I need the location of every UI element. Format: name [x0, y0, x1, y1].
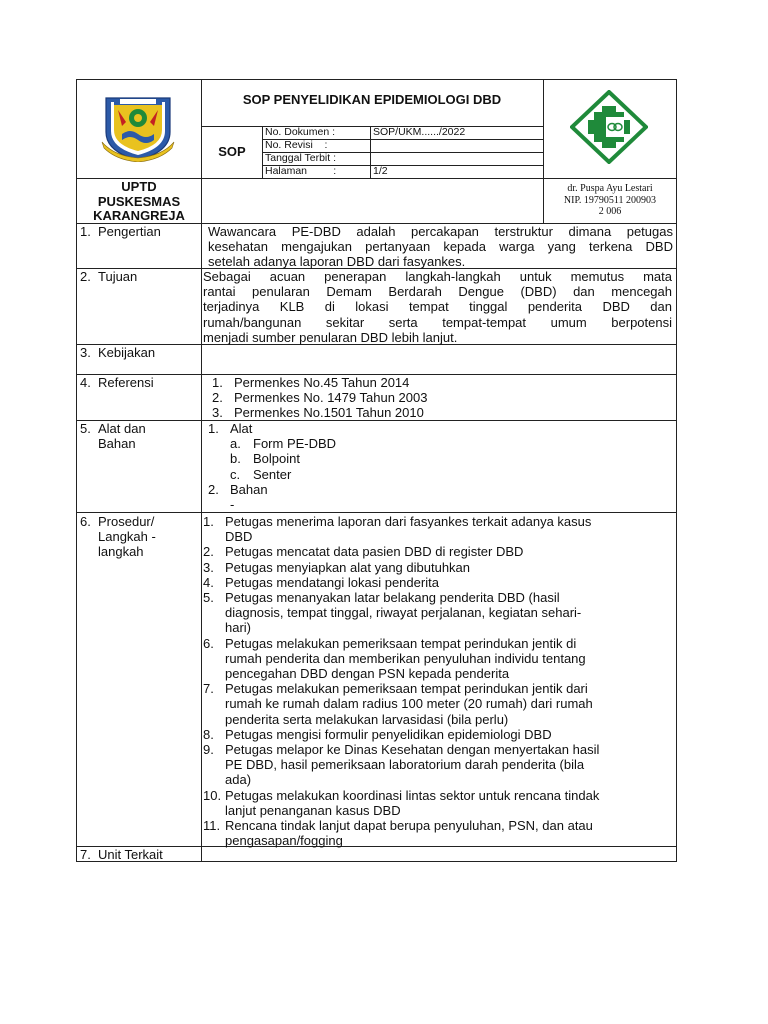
section-number-kebijakan: 3.: [80, 345, 91, 360]
procedure-step-line: penderita serta melakukan larvasidasi (bila perlu): [225, 711, 509, 727]
procedure-step: [203, 788, 665, 818]
signer-block: [544, 183, 676, 218]
procedure-step-line: diagnosis, tempat tinggal, riwayat perjalanan, kegiatan sehari-: [225, 605, 582, 621]
meta-label-halaman: Halaman :: [265, 165, 337, 177]
list-item-text: Alat: [230, 421, 253, 436]
list-item: [208, 482, 648, 497]
procedure-step-line: Petugas melakukan pemeriksaan tempat perindukan jentik dari: [225, 681, 588, 697]
procedure-step-line: PE DBD, hasil pemeriksaan laboratorium darah penderita (bila: [225, 757, 585, 773]
meta-value-dokumen: SOP/UKM....../2022: [373, 126, 466, 138]
procedure-step: [203, 681, 665, 727]
list-item-number: 2.: [212, 390, 223, 406]
meta-label-tanggal: Tanggal Terbit :: [265, 152, 337, 164]
list-item-text: Senter: [253, 466, 292, 482]
procedure-step-line: hari): [225, 620, 252, 636]
procedure-step-number: 4.: [203, 574, 214, 590]
list-item-number: 2.: [208, 481, 219, 497]
list-item: [212, 405, 652, 420]
meta-label-dokumen: No. Dokumen :: [265, 126, 336, 138]
procedure-step-line: ada): [225, 772, 252, 788]
tujuan-line: rantai penularan Demam Berdarah Dengue (DBD) dan mencegah: [203, 284, 672, 300]
list-item-number: 1.: [208, 421, 219, 436]
procedure-step-line: Petugas mengisi formulir penyelidikan epidemiologi DBD: [225, 726, 552, 742]
meta-label-revisi: No. Revisi :: [265, 139, 328, 151]
list-item: [212, 375, 652, 390]
section-number-referensi: 4.: [80, 375, 91, 390]
procedure-step-number: 3.: [203, 559, 214, 575]
list-item-text: Permenkes No. 1479 Tahun 2003: [234, 390, 428, 406]
list-item: [208, 436, 648, 451]
tujuan-line: Sebagai acuan penerapan langkah-langkah untuk memutus mata: [203, 269, 672, 284]
procedure-step-number: 8.: [203, 726, 214, 742]
section-label-alat: [98, 421, 146, 451]
section-label-prosedur-line: Prosedur/: [98, 514, 155, 529]
procedure-step-line: rumah ke rumah dalam radius 100 meter (20 rumah) dari rumah: [225, 696, 593, 712]
tujuan-text: [203, 269, 672, 345]
section-label-prosedur: [98, 514, 156, 560]
list-item: [212, 390, 652, 405]
section-number-unit: 7.: [80, 847, 91, 862]
section-label-prosedur-line: langkah: [98, 544, 144, 560]
list-item-text: Permenkes No.1501 Tahun 2010: [234, 405, 424, 421]
signer-name: dr. Puspa Ayu Lestari: [567, 183, 653, 194]
procedure-step: [203, 544, 665, 559]
list-item-text: -: [230, 496, 235, 512]
tujuan-line: rumah/bangunan sekitar serta tempat-tempat umum berpotensi: [203, 314, 672, 330]
org-line-karangreja: KARANGREJA: [93, 208, 185, 223]
procedure-step-line: Petugas menyiapkan alat yang dibutuhkan: [225, 559, 471, 575]
org-line-uptd: UPTD: [121, 179, 157, 194]
meta-value-halaman: 1/2: [373, 165, 388, 177]
procedure-step-line: rumah penderita dan memberikan penyuluhan individu tentang: [225, 650, 586, 666]
procedure-step-line: Petugas mendatangi lokasi penderita: [225, 574, 439, 590]
procedure-step-number: 9.: [203, 742, 214, 758]
section-label-tujuan: Tujuan: [98, 269, 138, 284]
section-label-referensi: Referensi: [98, 375, 154, 390]
sop-label: SOP: [218, 144, 246, 159]
procedure-step-number: 11.: [203, 818, 221, 834]
list-item: [208, 467, 648, 482]
signer-nip-cont: 2 006: [598, 206, 622, 217]
procedure-step-number: 10.: [203, 787, 222, 803]
list-item: [208, 421, 648, 436]
list-item-text: Permenkes No.45 Tahun 2014: [234, 375, 410, 390]
procedure-step-line: Petugas melakukan koordinasi lintas sektor untuk rencana tindak: [225, 787, 600, 803]
section-number-alat: 5.: [80, 421, 91, 436]
list-item-text: Form PE-DBD: [253, 436, 337, 452]
section-label-alat-line: Bahan: [98, 436, 136, 452]
procedure-step: [203, 818, 665, 848]
procedure-step-line: Petugas mencatat data pasien DBD di register DBD: [225, 544, 524, 560]
tujuan-line: terjadinya KLB di lokasi tempat tinggal penderita DBD dan: [203, 299, 672, 315]
procedure-step-number: 1.: [203, 514, 214, 529]
list-item-number: 3.: [212, 405, 223, 421]
list-item-text: Bahan: [230, 481, 268, 497]
section-label-kebijakan: Kebijakan: [98, 345, 156, 360]
procedure-step-line: lanjut penanganan kasus DBD: [225, 802, 401, 818]
pengertian-line: kesehatan mengajukan pertanyaan kepada warga yang terkena DBD: [208, 239, 673, 255]
alat-bahan-list: [208, 421, 648, 512]
section-label-pengertian: Pengertian: [98, 224, 161, 239]
procedure-step-line: Rencana tindak lanjut dapat berupa penyuluhan, PSN, dan atau: [225, 818, 593, 834]
list-item-text: Bolpoint: [253, 451, 300, 467]
procedure-step-number: 7.: [203, 681, 214, 697]
section-label-unit: Unit Terkait: [98, 847, 163, 862]
procedure-step: [203, 742, 665, 788]
procedure-step-line: Petugas menanyakan latar belakang penderita DBD (hasil: [225, 590, 560, 606]
signer-nip: NIP. 19790511 200903: [563, 194, 657, 206]
procedure-step: [203, 636, 665, 682]
procedure-step: [203, 590, 665, 636]
procedure-step-line: pencegahan DBD dengan PSN kepada penderita: [225, 666, 510, 682]
procedure-step-number: 2.: [203, 544, 214, 560]
section-number-prosedur: 6.: [80, 514, 91, 529]
procedure-step-number: 5.: [203, 590, 214, 606]
section-number-pengertian: 1.: [80, 224, 91, 239]
procedure-step-number: 6.: [203, 635, 214, 651]
section-label-alat-line: Alat dan: [98, 421, 146, 436]
org-name: [77, 180, 201, 224]
procedure-step-line: Petugas menerima laporan dari fasyankes terkait adanya kasus: [225, 514, 592, 529]
list-item-number: b.: [230, 451, 241, 467]
list-item-number: c.: [230, 466, 241, 482]
regency-emblem-logo: [100, 92, 176, 162]
procedure-step: [203, 727, 665, 742]
pengertian-text: [208, 224, 673, 270]
section-label-prosedur-line: Langkah -: [98, 529, 156, 545]
section-number-tujuan: 2.: [80, 269, 91, 284]
referensi-list: [212, 375, 652, 421]
pengertian-line: Wawancara PE-DBD adalah percakapan terstruktur dimana petugas: [208, 224, 673, 239]
procedure-step-line: Petugas melakukan pemeriksaan tempat perindukan jentik di: [225, 635, 577, 651]
procedure-step-line: Petugas melapor ke Dinas Kesehatan dengan menyertakan hasil: [225, 742, 600, 758]
org-line-puskesmas: PUSKESMAS: [97, 193, 181, 209]
procedure-step-line: DBD: [225, 529, 253, 545]
procedure-step: [203, 514, 665, 544]
procedure-step-line: pengasapan/fogging: [225, 833, 343, 849]
pengertian-line: setelah adanya laporan DBD dari fasyankes.: [208, 254, 466, 270]
procedure-step: [203, 560, 665, 575]
prosedur-steps: [203, 514, 665, 848]
puskesmas-logo: [570, 90, 648, 164]
list-item-number: 1.: [212, 375, 223, 390]
list-item: [208, 497, 648, 512]
procedure-step: [203, 575, 665, 590]
list-item: [208, 451, 648, 466]
list-item-number: a.: [230, 436, 241, 452]
tujuan-line: menjadi sumber penularan DBD lebih lanjut.: [203, 329, 458, 345]
document-title: SOP PENYELIDIKAN EPIDEMIOLOGI DBD: [242, 92, 502, 107]
